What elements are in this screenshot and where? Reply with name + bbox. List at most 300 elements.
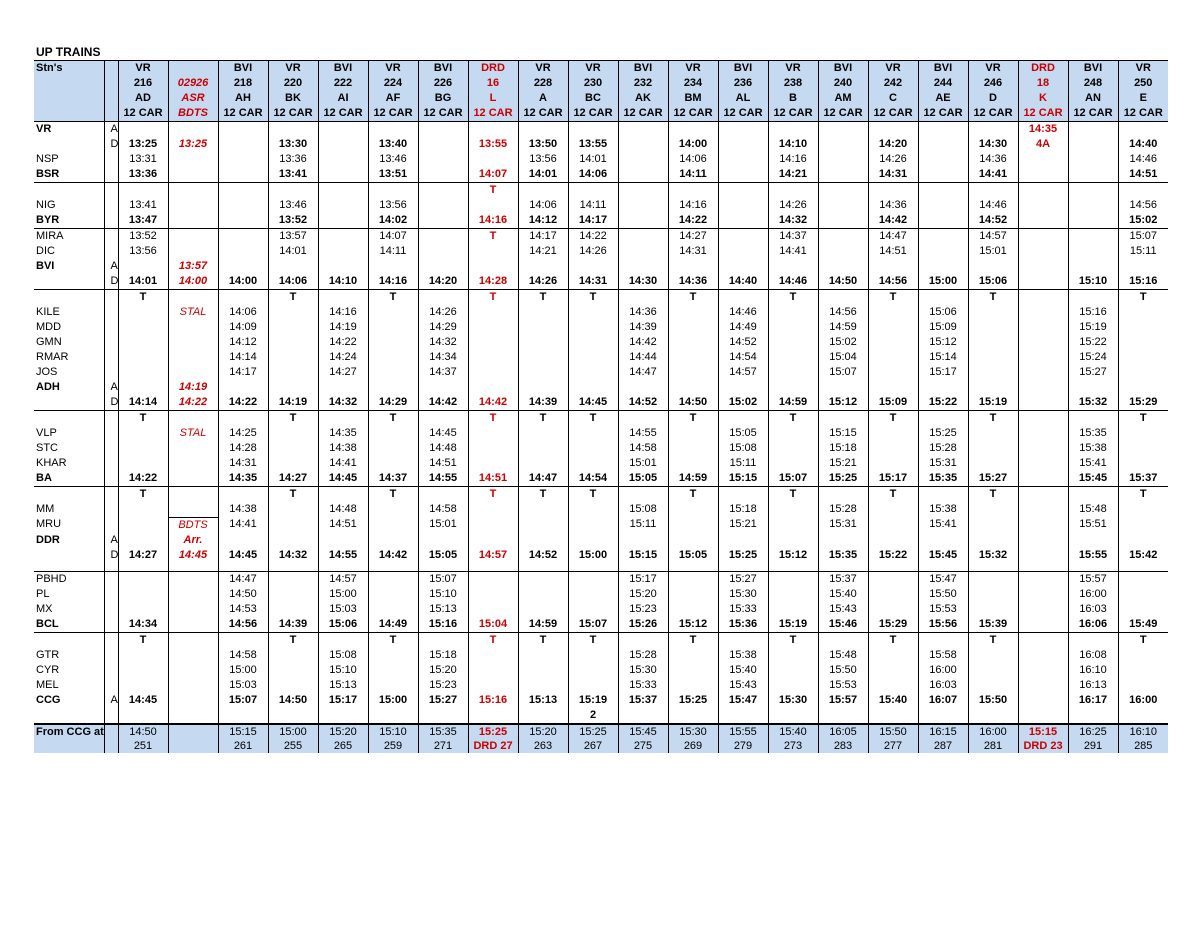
time-cell: 14:31 — [568, 274, 618, 290]
time-cell — [918, 487, 968, 503]
footer-cell: 16:05 — [818, 724, 868, 739]
time-cell: 13:55 — [468, 137, 518, 152]
table-row — [34, 617, 1168, 633]
spacer-cell — [918, 563, 968, 572]
footer-cell: 259 — [368, 739, 418, 753]
time-cell — [168, 122, 218, 138]
time-cell — [968, 350, 1018, 365]
time-cell: 15:12 — [668, 617, 718, 633]
time-cell: 14:20 — [418, 274, 468, 290]
spacer-cell — [568, 563, 618, 572]
time-cell: 14:46 — [768, 274, 818, 290]
time-cell — [968, 456, 1018, 471]
time-cell: 14:19 — [168, 380, 218, 395]
time-cell — [168, 411, 218, 427]
footer-cell: 15:00 — [268, 724, 318, 739]
time-cell — [118, 426, 168, 441]
train-header — [568, 61, 618, 122]
train-code: D — [989, 92, 997, 104]
time-cell — [618, 229, 668, 245]
footer-cell: 283 — [818, 739, 868, 753]
table-row — [34, 456, 1168, 471]
time-cell: 15:13 — [318, 678, 368, 693]
time-cell: STAL — [168, 426, 218, 441]
time-cell — [118, 365, 168, 380]
time-cell — [968, 183, 1018, 199]
arrdep-cell: D — [104, 137, 118, 152]
train-code: AL — [735, 92, 751, 104]
time-cell — [918, 229, 968, 245]
time-cell — [818, 290, 868, 306]
time-cell: 14:06 — [518, 198, 568, 213]
train-code: AF — [385, 92, 401, 104]
time-cell: 14:42 — [418, 395, 468, 411]
time-cell: 15:50 — [918, 587, 968, 602]
train-header — [768, 61, 818, 122]
time-cell: 14:16 — [668, 198, 718, 213]
time-cell — [718, 632, 768, 648]
time-cell: 15:11 — [618, 517, 668, 533]
time-cell — [1018, 183, 1068, 199]
time-cell: 13:36 — [268, 152, 318, 167]
train-origin: DRD — [481, 62, 505, 74]
time-cell: 4A — [1018, 137, 1068, 152]
time-cell: 14:00 — [668, 137, 718, 152]
time-cell: T — [568, 290, 618, 306]
time-cell — [518, 648, 568, 663]
time-cell — [218, 152, 268, 167]
table-row — [34, 426, 1168, 441]
time-cell — [518, 122, 568, 138]
time-cell: 15:49 — [1118, 617, 1168, 633]
station-cell: RMAR — [36, 351, 69, 363]
time-cell — [568, 587, 618, 602]
time-cell — [768, 456, 818, 471]
time-cell: 15:14 — [918, 350, 968, 365]
time-cell: T — [868, 290, 918, 306]
time-cell — [518, 259, 568, 274]
station-cell: GTR — [36, 648, 60, 661]
time-cell — [1068, 533, 1118, 548]
time-cell: 14:38 — [218, 502, 268, 517]
time-cell: 14:32 — [268, 548, 318, 563]
time-cell — [768, 571, 818, 587]
footer-blank — [104, 739, 118, 753]
station-cell: MDD — [36, 321, 62, 333]
header-row — [34, 61, 1168, 122]
time-cell — [468, 533, 518, 548]
time-cell — [1118, 678, 1168, 693]
time-cell — [668, 259, 718, 274]
arrdep-cell — [104, 229, 118, 245]
time-cell: 14:29 — [368, 395, 418, 411]
station-cell: PL — [36, 587, 50, 600]
time-cell — [668, 441, 718, 456]
time-cell — [218, 411, 268, 427]
time-cell: 13:46 — [368, 152, 418, 167]
time-cell: 15:25 — [668, 693, 718, 708]
table-row — [34, 183, 1168, 199]
time-cell — [268, 426, 318, 441]
time-cell: 15:08 — [318, 648, 368, 663]
time-cell: 14:39 — [618, 320, 668, 335]
time-cell — [168, 441, 218, 456]
spacer-cell — [1118, 563, 1168, 572]
time-cell — [518, 441, 568, 456]
time-cell — [168, 320, 218, 335]
time-cell: 14:26 — [518, 274, 568, 290]
station-cell: BCL — [36, 617, 59, 630]
train-no: 232 — [633, 77, 653, 89]
train-header — [368, 61, 418, 122]
time-cell: T — [468, 487, 518, 503]
time-cell: 15:40 — [718, 663, 768, 678]
time-cell: 14:50 — [668, 395, 718, 411]
time-cell — [1018, 587, 1068, 602]
time-cell — [1068, 167, 1118, 183]
time-cell — [918, 152, 968, 167]
time-cell: T — [118, 411, 168, 427]
time-cell: 15:47 — [918, 571, 968, 587]
arrdep-cell — [104, 648, 118, 663]
time-cell: BDTS — [168, 517, 218, 533]
time-cell — [318, 259, 368, 274]
time-cell — [868, 259, 918, 274]
time-cell — [718, 122, 768, 138]
time-cell: 15:27 — [1068, 365, 1118, 380]
train-no: 248 — [1083, 77, 1103, 89]
time-cell — [568, 426, 618, 441]
time-cell — [268, 648, 318, 663]
time-cell: 15:15 — [718, 471, 768, 487]
time-cell — [618, 244, 668, 259]
time-cell — [368, 517, 418, 533]
time-cell: 15:10 — [318, 663, 368, 678]
footer-cell: 15:20 — [318, 724, 368, 739]
time-cell — [1018, 426, 1068, 441]
footer-cell: 277 — [868, 739, 918, 753]
time-cell — [668, 305, 718, 320]
time-cell — [418, 708, 468, 724]
time-cell — [168, 183, 218, 199]
time-cell — [568, 122, 618, 138]
arrdep-cell — [104, 213, 118, 229]
train-header — [468, 61, 518, 122]
time-cell: 14:45 — [418, 426, 468, 441]
time-cell — [968, 320, 1018, 335]
spacer-cell — [818, 563, 868, 572]
time-cell — [468, 456, 518, 471]
footer-cell: 15:25 — [568, 724, 618, 739]
train-code: AH — [235, 92, 251, 104]
time-cell — [1018, 213, 1068, 229]
train-no: 238 — [783, 77, 803, 89]
time-cell — [868, 571, 918, 587]
time-cell: 14:22 — [668, 213, 718, 229]
spacer-cell — [668, 563, 718, 572]
time-cell: 15:00 — [318, 587, 368, 602]
time-cell: 14:32 — [418, 335, 468, 350]
time-cell — [718, 152, 768, 167]
arrdep-cell — [104, 320, 118, 335]
time-cell: 16:00 — [1068, 587, 1118, 602]
time-cell: 15:00 — [918, 274, 968, 290]
arrdep-cell — [104, 411, 118, 427]
time-cell — [118, 456, 168, 471]
time-cell — [668, 587, 718, 602]
time-cell: 14:06 — [268, 274, 318, 290]
time-cell: 13:41 — [118, 198, 168, 213]
time-cell — [518, 587, 568, 602]
time-cell: 14:16 — [318, 305, 368, 320]
train-origin — [169, 61, 218, 76]
time-cell — [268, 708, 318, 724]
footer-cell: 15:55 — [718, 724, 768, 739]
time-cell: 15:13 — [518, 693, 568, 708]
time-cell: 15:24 — [1068, 350, 1118, 365]
time-cell: 14:22 — [568, 229, 618, 245]
time-cell: 15:58 — [918, 648, 968, 663]
footer-cell — [168, 739, 218, 753]
arrdep-cell — [104, 167, 118, 183]
arrdep-cell — [104, 632, 118, 648]
time-cell — [1068, 213, 1118, 229]
footer-cell: 279 — [718, 739, 768, 753]
time-cell: 15:11 — [1118, 244, 1168, 259]
time-cell: 15:15 — [618, 548, 668, 563]
arrdep-cell — [104, 617, 118, 633]
time-cell — [218, 137, 268, 152]
time-cell: 15:35 — [918, 471, 968, 487]
time-cell — [768, 183, 818, 199]
time-cell: 14:41 — [318, 456, 368, 471]
time-cell — [1018, 411, 1068, 427]
time-cell — [1118, 305, 1168, 320]
time-cell: T — [768, 290, 818, 306]
time-cell: T — [768, 411, 818, 427]
time-cell — [768, 533, 818, 548]
time-cell — [818, 213, 868, 229]
time-cell: 15:07 — [818, 365, 868, 380]
time-cell: 15:28 — [618, 648, 668, 663]
time-cell — [868, 708, 918, 724]
arrdep-cell — [104, 487, 118, 503]
time-cell: 14:27 — [668, 229, 718, 245]
footer-cell: 281 — [968, 739, 1018, 753]
time-cell — [768, 587, 818, 602]
time-cell — [768, 320, 818, 335]
footer-cell: 16:25 — [1068, 724, 1118, 739]
time-cell — [368, 663, 418, 678]
time-cell: 15:36 — [718, 617, 768, 633]
time-cell — [1068, 708, 1118, 724]
table-row — [34, 350, 1168, 365]
time-cell — [668, 602, 718, 617]
time-cell — [1118, 350, 1168, 365]
time-cell: 15:17 — [318, 693, 368, 708]
time-cell: 14:28 — [468, 274, 518, 290]
time-cell — [118, 122, 168, 138]
time-cell: 15:06 — [968, 274, 1018, 290]
time-cell — [368, 708, 418, 724]
time-cell — [1018, 365, 1068, 380]
time-cell: 15:02 — [718, 395, 768, 411]
footer-cell: 285 — [1118, 739, 1168, 753]
time-cell: 15:40 — [868, 693, 918, 708]
time-cell: 15:01 — [968, 244, 1018, 259]
train-car: 12 CAR — [823, 107, 863, 119]
time-cell: 14:11 — [368, 244, 418, 259]
arrdep-cell: D — [104, 274, 118, 290]
time-cell: T — [968, 487, 1018, 503]
time-cell: 15:02 — [818, 335, 868, 350]
time-cell: 15:31 — [918, 456, 968, 471]
time-cell — [718, 244, 768, 259]
train-origin: VR — [535, 62, 551, 74]
time-cell — [218, 167, 268, 183]
time-cell: 14:39 — [268, 617, 318, 633]
footer-label — [34, 739, 104, 753]
train-origin: VR — [885, 62, 901, 74]
table-row — [34, 229, 1168, 245]
time-cell: 14:50 — [268, 693, 318, 708]
time-cell: 13:25 — [168, 137, 218, 152]
train-header — [918, 61, 968, 122]
time-cell — [468, 663, 518, 678]
train-header — [818, 61, 868, 122]
time-cell — [618, 290, 668, 306]
time-cell: STAL — [168, 305, 218, 320]
time-cell — [918, 533, 968, 548]
time-cell — [1118, 502, 1168, 517]
spacer-cell — [118, 563, 168, 572]
station-cell: MIRA — [34, 229, 104, 245]
time-cell: 14:17 — [518, 229, 568, 245]
time-cell — [468, 244, 518, 259]
train-no: 224 — [383, 77, 403, 89]
time-cell — [918, 632, 968, 648]
time-cell — [918, 708, 968, 724]
time-cell: 15:22 — [868, 548, 918, 563]
time-cell — [1068, 380, 1118, 395]
train-header — [968, 61, 1018, 122]
time-cell — [468, 678, 518, 693]
time-cell: 14:42 — [868, 213, 918, 229]
table-row — [34, 259, 1168, 274]
time-cell: 15:07 — [1118, 229, 1168, 245]
arrdep-cell — [104, 456, 118, 471]
time-cell: 14:58 — [618, 441, 668, 456]
train-car: 12 CAR — [873, 107, 913, 119]
time-cell — [268, 380, 318, 395]
station-cell: DDR — [36, 533, 60, 546]
train-code: BM — [684, 92, 702, 104]
time-cell — [418, 533, 468, 548]
time-cell: 14:26 — [568, 244, 618, 259]
time-cell: 14:56 — [868, 274, 918, 290]
time-cell — [768, 678, 818, 693]
time-cell — [418, 137, 468, 152]
table-row — [34, 708, 1168, 724]
time-cell: 14:36 — [668, 274, 718, 290]
arrdep-cell — [104, 708, 118, 724]
time-cell: 13:47 — [118, 213, 168, 229]
time-cell — [718, 137, 768, 152]
time-cell — [368, 380, 418, 395]
time-cell — [918, 183, 968, 199]
time-cell — [118, 571, 168, 587]
time-cell — [1118, 648, 1168, 663]
time-cell — [968, 663, 1018, 678]
time-cell — [168, 244, 218, 259]
station-cell: BA — [36, 472, 52, 484]
time-cell: 14:31 — [218, 456, 268, 471]
time-cell: 15:07 — [418, 571, 468, 587]
time-cell: 14:35 — [1018, 122, 1068, 138]
time-cell: 14:51 — [468, 471, 518, 487]
time-cell — [668, 678, 718, 693]
time-cell — [1018, 274, 1068, 290]
time-cell: 15:45 — [918, 548, 968, 563]
station-cell: BYR — [36, 214, 60, 226]
time-cell — [968, 678, 1018, 693]
station-cell — [34, 632, 104, 648]
time-cell: 14:59 — [518, 617, 568, 633]
time-cell — [368, 602, 418, 617]
station-cell: BSR — [36, 168, 60, 180]
time-cell — [468, 305, 518, 320]
time-cell: 14:10 — [768, 137, 818, 152]
time-cell: 15:42 — [1118, 548, 1168, 563]
train-car: 12 CAR — [723, 107, 763, 119]
train-origin: BVI — [933, 62, 953, 74]
time-cell: 14:31 — [868, 167, 918, 183]
time-cell — [768, 380, 818, 395]
time-cell: 15:53 — [918, 602, 968, 617]
time-cell — [1018, 456, 1068, 471]
time-cell — [468, 502, 518, 517]
time-cell — [618, 533, 668, 548]
time-cell: T — [868, 487, 918, 503]
time-cell — [368, 502, 418, 517]
time-cell — [718, 290, 768, 306]
time-cell: 15:46 — [818, 617, 868, 633]
time-cell: 14:34 — [418, 350, 468, 365]
time-cell — [218, 244, 268, 259]
time-cell: 15:19 — [1068, 320, 1118, 335]
train-no: 216 — [133, 77, 153, 89]
time-cell — [618, 487, 668, 503]
time-cell — [818, 259, 868, 274]
time-cell — [668, 335, 718, 350]
footer-cell: 15:40 — [768, 724, 818, 739]
time-cell — [218, 183, 268, 199]
time-cell — [568, 441, 618, 456]
time-cell — [518, 183, 568, 199]
time-cell: 14:01 — [118, 274, 168, 290]
time-cell: 14:49 — [368, 617, 418, 633]
time-cell — [118, 517, 168, 533]
time-cell: 14:00 — [168, 274, 218, 290]
train-no: 222 — [333, 77, 353, 89]
time-cell — [868, 648, 918, 663]
time-cell — [468, 587, 518, 602]
time-cell — [1068, 152, 1118, 167]
time-cell: 13:41 — [268, 167, 318, 183]
time-cell: 14:56 — [218, 617, 268, 633]
time-cell: 14:59 — [818, 320, 868, 335]
time-cell: 15:03 — [318, 602, 368, 617]
